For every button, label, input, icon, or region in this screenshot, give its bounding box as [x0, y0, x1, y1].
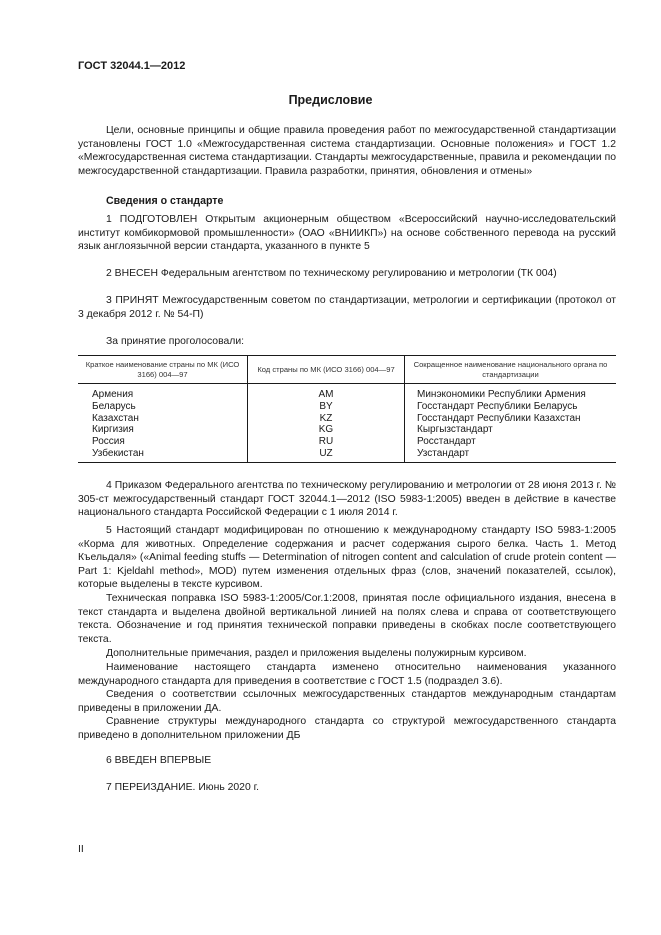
item-5-annex-da: Сведения о соответствии ссылочных межгосударственных стандартов международным стандартам приведены в приложении ДА. [78, 689, 616, 714]
table-cell-code: UZ [248, 448, 405, 462]
table-cell-code: KZ [248, 413, 405, 425]
table-header-country: Краткое наименование страны по МК (ИСО 3166) 004—97 [78, 356, 248, 384]
table-row [78, 424, 616, 436]
page-title: Предисловие [288, 93, 373, 107]
table-header-row [78, 356, 616, 384]
page-number: II [78, 843, 84, 855]
table-cell-country: Россия [92, 436, 125, 448]
table-header-body: Сокращенное наименование национального органа по стандартизации [405, 356, 617, 384]
voting-table [78, 355, 616, 463]
table-cell-body: Госстандарт Республики Беларусь [405, 401, 617, 413]
vote-label: За принятие проголосовали: [106, 336, 245, 347]
table-header-code: Код страны по МК (ИСО 3166) 004—97 [248, 356, 405, 384]
table-cell-country: Армения [92, 389, 134, 400]
table-cell-code: RU [248, 436, 405, 448]
table-cell-code: AM [248, 384, 405, 401]
item-6: 6 ВВЕДЕН ВПЕРВЫЕ [106, 755, 212, 766]
item-5: 5 Настоящий стандарт модифицирован по отношению к международному стандарту ISO 5983-1:2005 «Корма для животных. Определение содержания и расчет содержания сырого белка. Часть 1. Метод Къельдаля» («Animal feeding stuffs — Determination of nitrogen content and calculation of crude protein content — Part 1: Kjeldahl method», MOD) путем изменения отдельных фраз (слов, значений показателей, ссылок), которые выделены в тексте курсивом. [78, 525, 616, 591]
table-cell-code: BY [248, 401, 405, 413]
item-5-title-change: Наименование настоящего стандарта изменено относительно наименования указанного международного стандарта для приведения в соответствие с ГОСТ 1.5 (подраздел 3.6). [78, 662, 616, 687]
item-2: 2 ВНЕСЕН Федеральным агентством по техническому регулированию и метрологии (ТК 004) [106, 268, 557, 279]
table-cell-body: Минэкономики Республики Армения [405, 384, 617, 401]
item-3: 3 ПРИНЯТ Межгосударственным советом по стандартизации, метрологии и сертификации (протокол от 3 декабря 2012 г. № 54-П) [78, 295, 616, 320]
table-cell-code: KG [248, 424, 405, 436]
table-cell-body: Росстандарт [405, 436, 617, 448]
table-row [78, 384, 616, 401]
table-cell-body: Узстандарт [405, 448, 617, 462]
item-5-correction: Техническая поправка ISO 5983-1:2005/Cor.1:2008, принятая после официального издания, внесена в текст стандарта и выделена двойной вертикальной линией на полях слева и справа от соответствующего текста. Обозначение и год принятия технической поправки приведены в скобках после соответствующего текста. [78, 593, 616, 645]
table-row [78, 401, 616, 413]
item-1: 1 ПОДГОТОВЛЕН Открытым акционерным обществом «Всероссийский научно-исследовательский институт комбикормовой промышленности» (ОАО «ВНИИКП») на основе собственного перевода на русский язык англоязычной версии стандарта, указанного в пункте 5 [78, 214, 616, 253]
table-cell-country: Киргизия [92, 424, 134, 436]
table-row [78, 448, 616, 462]
document-header: ГОСТ 32044.1—2012 [78, 60, 186, 72]
table-cell-country: Беларусь [92, 400, 136, 412]
table-cell-country: Казахстан [92, 412, 139, 424]
item-7: 7 ПЕРЕИЗДАНИЕ. Июнь 2020 г. [106, 782, 260, 793]
intro-paragraph: Цели, основные принципы и общие правила проведения работ по межгосударственной стандартизации установлены ГОСТ 1.0 «Межгосударственная система стандартизации. Основные положения» и ГОСТ 1.2 «Межгосударственная система стандартизации. Стандарты межгосударственные, правила и рекомендации по межгосударственной стандартизации. Правила разработки, принятия, обновления и отмены» [78, 125, 616, 177]
table-row [78, 436, 616, 448]
table-cell-country: Узбекистан [78, 448, 248, 462]
section-title: Сведения о стандарте [106, 195, 224, 207]
table-cell-body: Госстандарт Республики Казахстан [405, 413, 617, 425]
table-cell-body: Кыргызстандарт [405, 424, 617, 436]
table-row [78, 413, 616, 425]
item-5-notes: Дополнительные примечания, раздел и приложения выделены полужирным курсивом. [106, 648, 527, 659]
item-4: 4 Приказом Федерального агентства по техническому регулированию и метрологии от 28 июня 2013 г. № 305-ст межгосударственный стандарт ГОСТ 32044.1—2012 (ISO 5983-1:2005) введен в действие в качестве национального стандарта Российской Федерации с 1 июля 2014 г. [78, 480, 616, 519]
item-5-annex-db: Сравнение структуры международного стандарта со структурой межгосударственного стандарта приведено в дополнительном приложении ДБ [78, 716, 616, 741]
